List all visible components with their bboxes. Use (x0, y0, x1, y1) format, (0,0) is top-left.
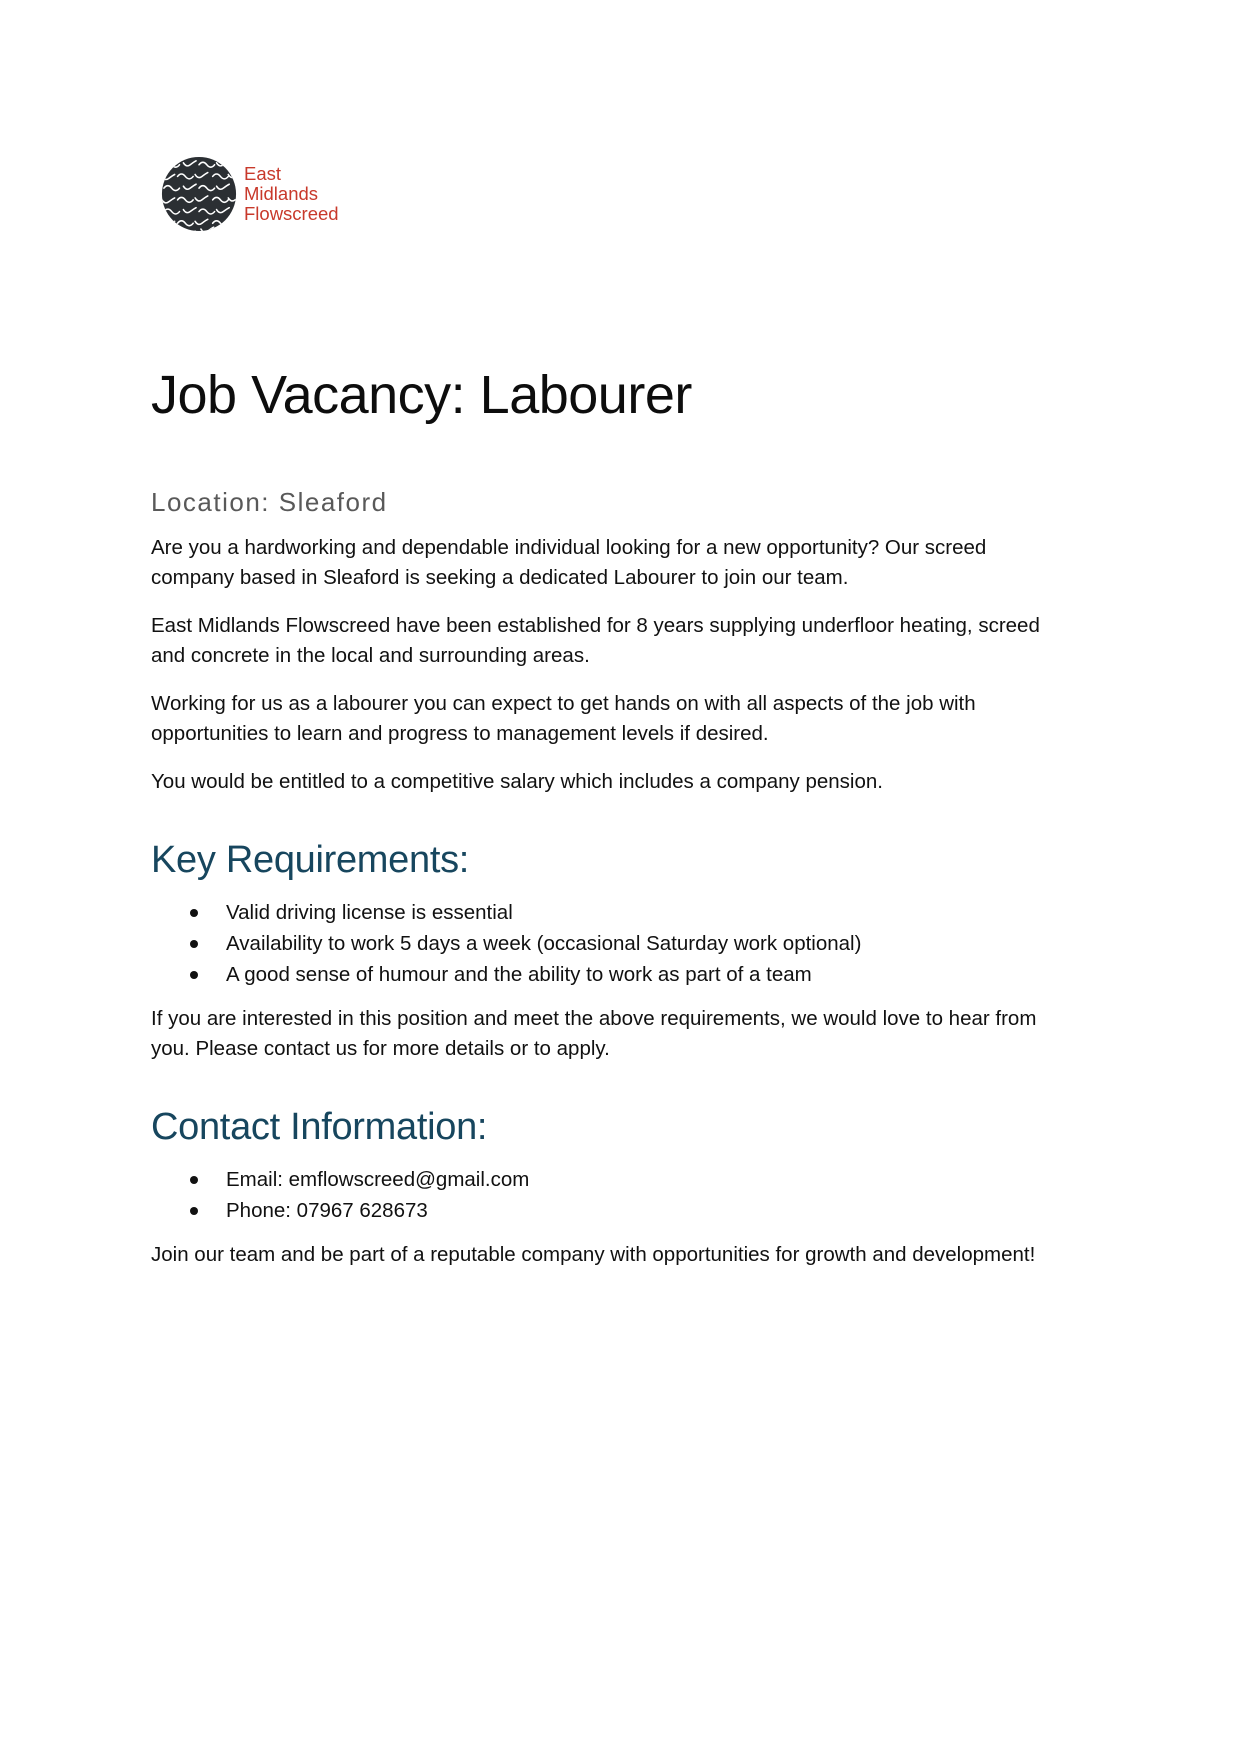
bullet-icon (190, 940, 198, 948)
document-body (151, 360, 1071, 1270)
intro-paragraph-3: Working for us as a labourer you can expect to get hands on with all aspects of the job with opportunities to learn and progress to management levels if desired. (151, 692, 976, 745)
requirements-heading: Key Requirements: (151, 839, 470, 881)
list-item-text: A good sense of humour and the ability to work as part of a team (226, 963, 812, 986)
bullet-icon (190, 1207, 198, 1215)
logo-line-1: East (244, 163, 282, 184)
company-logo (160, 155, 339, 233)
list-item (151, 1164, 1071, 1195)
bullet-icon (190, 909, 198, 917)
list-item (151, 928, 1071, 959)
requirements-closing: If you are interested in this position and meet the above requirements, we would love to hear from you. Please contact us for more details or to apply. (151, 1007, 1037, 1060)
logo-line-3: Flowscreed (244, 203, 339, 224)
contact-email: Email: emflowscreed@gmail.com (226, 1168, 530, 1191)
list-item (151, 959, 1071, 990)
contact-closing: Join our team and be part of a reputable company with opportunities for growth and development! (151, 1243, 1036, 1266)
bullet-icon (190, 1176, 198, 1184)
bullet-icon (190, 971, 198, 979)
intro-paragraph-4: You would be entitled to a competitive salary which includes a company pension. (151, 770, 883, 793)
page-title: Job Vacancy: Labourer (151, 365, 692, 425)
list-item-text: Valid driving license is essential (226, 901, 513, 924)
logo-wordmark (244, 164, 339, 224)
list-item (151, 1195, 1071, 1226)
contact-phone: Phone: 07967 628673 (226, 1199, 428, 1222)
flowscreed-pattern-icon (160, 155, 238, 233)
logo-line-2: Midlands (244, 183, 319, 204)
requirements-list (151, 897, 1071, 990)
list-item-text: Availability to work 5 days a week (occasional Saturday work optional) (226, 932, 862, 955)
contact-list (151, 1164, 1071, 1226)
list-item (151, 897, 1071, 928)
contact-heading: Contact Information: (151, 1106, 488, 1148)
intro-paragraph-2: East Midlands Flowscreed have been established for 8 years supplying underfloor heating, screed and concrete in the local and surrounding areas. (151, 614, 1040, 667)
location-subtitle: Location: Sleaford (151, 487, 388, 517)
intro-paragraph-1: Are you a hardworking and dependable individual looking for a new opportunity? Our screed company based in Sleaford is seeking a dedicated Labourer to join our team. (151, 536, 987, 589)
